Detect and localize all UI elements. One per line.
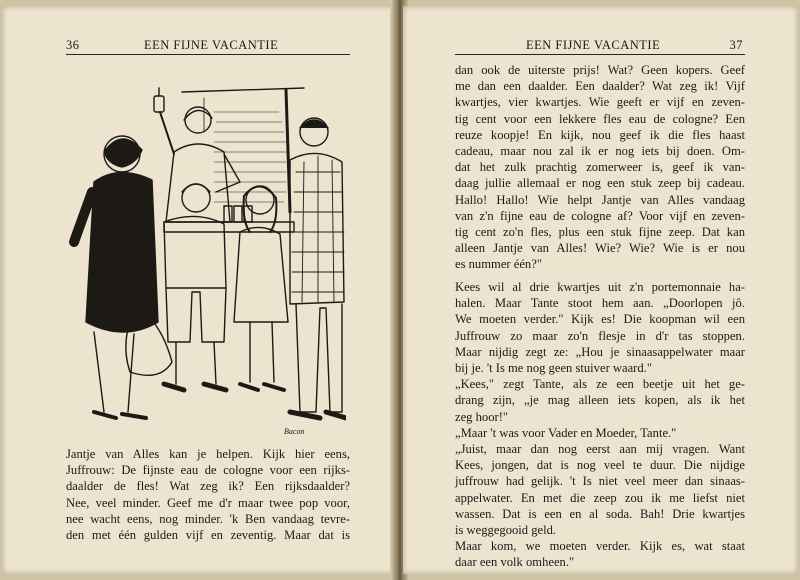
- text-line: daalder de fles! Wat zeg ik? Een rijksdaalder?: [66, 479, 350, 494]
- left-running-title: EEN FIJNE VACANTIE: [144, 38, 279, 52]
- text-line: Juffrouw: De fijnste eau de cologne voor een rijks-: [66, 463, 350, 478]
- right-running-header: [455, 38, 743, 54]
- text-line: tig cent voor een lekkere fles eau de cologne? Een: [455, 111, 745, 126]
- text-line: „Maar 't was voor Vader en Moeder, Tante.": [455, 425, 677, 440]
- woman-dark-coat: [86, 172, 158, 332]
- text-line: kwartjes, vier kwartjes. Wie geeft er vijf en zeven-: [455, 95, 745, 110]
- text-line: bij je. 't Is me nog geen stuiver waard.": [455, 361, 652, 376]
- right-page-number: 37: [729, 38, 743, 52]
- text-line: nee wacht eens, nog minder. 'k Ben vandaag tevre-: [66, 511, 350, 526]
- left-page: [2, 6, 395, 574]
- left-body-text: [66, 446, 350, 543]
- market-illustration: [64, 72, 346, 442]
- text-line: daar een volk omheen.": [455, 555, 575, 570]
- text-line: Maar nijdig zegt ze: „Hou je sinaasappelwater maar: [455, 344, 745, 359]
- text-line: den met één gulden vijf en zeventig. Maar dat is: [66, 528, 350, 543]
- text-line: Kees, jongen, dat is nog veel te duur. Die nijdige: [455, 458, 745, 473]
- text-line: cadeau, maar nou zal ik er nog iets bij doen. Om-: [455, 144, 745, 159]
- right-page: [403, 6, 798, 574]
- text-line: wassen. Dat is een en al soda. Bah! Drie kwartjes: [455, 506, 745, 521]
- vendor-body: [166, 144, 230, 222]
- text-line: juffrouw had gelijk. 't Is niet veel meer dan sinaas-: [455, 474, 745, 489]
- text-line: Jantje van Alles kan je helpen. Kijk hier eens,: [66, 447, 350, 461]
- text-line: „Kees," zegt Tante, als ze een beetje uit het ge-: [455, 377, 745, 392]
- text-line: appelwater. En met die zeep zou ik me liefst niet: [455, 490, 745, 505]
- right-paragraph-2: [455, 279, 745, 571]
- text-line: „Juist, maar dan nog eerst aan mij vragen. Want: [455, 442, 745, 457]
- man-checked-jacket: [290, 153, 344, 304]
- perfume-bottle: [154, 96, 164, 112]
- girl-dress: [234, 227, 288, 322]
- text-line: reuze koopje! En kijk, nou geef ik die fles haast: [455, 127, 745, 142]
- right-paragraph-1: [455, 62, 745, 273]
- text-line: daag jullie allemaal er nog een stuk zeep bij cadeau.: [455, 176, 745, 191]
- text-line: me dan een daalder. Een daalder? Wat zeg ik! Vijf: [455, 79, 745, 94]
- text-line: van z'n fijne eau de cologne af? Voor vijf en zeven-: [455, 208, 745, 223]
- text-line: es nummer één?": [455, 257, 542, 272]
- text-line: Juffrouw zo maar zo'n flesje in d'r tas stoppen.: [455, 328, 745, 343]
- left-running-header: [66, 38, 350, 54]
- right-running-title: EEN FIJNE VACANTIE: [526, 38, 661, 52]
- text-line: Maar kom, we moeten verder. Kijk es, wat staat: [455, 539, 745, 554]
- text-line: halen. Maar Tante stoot hem aan. „Doorlopen jô.: [455, 296, 745, 311]
- text-line: alleen Jantje van Alles! Wie? Wie? Wie is er nou: [455, 241, 745, 256]
- left-page-number: 36: [66, 38, 80, 52]
- text-line: Hallo! Hallo! Wie helpt Jantje van Alles vandaag: [455, 192, 745, 207]
- text-line: dat het zulk prachtig zomerweer is, geef ik van-: [455, 160, 745, 175]
- text-line: Kees wil al drie kwartjes uit z'n portemonnaie ha-: [455, 280, 745, 294]
- text-line: zeg hoor!": [455, 409, 509, 424]
- text-line: We moeten verder." Kijk es! Die koopman wil een: [455, 312, 745, 327]
- text-line: dan ook de uiterste prijs! Wat? Geen kopers. Geef: [455, 63, 745, 77]
- text-line: tig cent zo'n fles, plus een stuk fijne zeep. Dat kan: [455, 225, 745, 240]
- text-line: drang zijn, „je mag alleen iets kopen, als ik het: [455, 393, 745, 408]
- text-line: is weggegooid geld.: [455, 523, 557, 538]
- right-header-rule: [455, 54, 745, 55]
- boy-shirt: [164, 216, 226, 288]
- text-line: Nee, veel minder. Geef me d'r maar twee pop voor,: [66, 495, 350, 510]
- left-header-rule: [66, 54, 350, 55]
- illustration-signature: Bacon: [284, 427, 305, 436]
- boy-shorts: [166, 288, 226, 342]
